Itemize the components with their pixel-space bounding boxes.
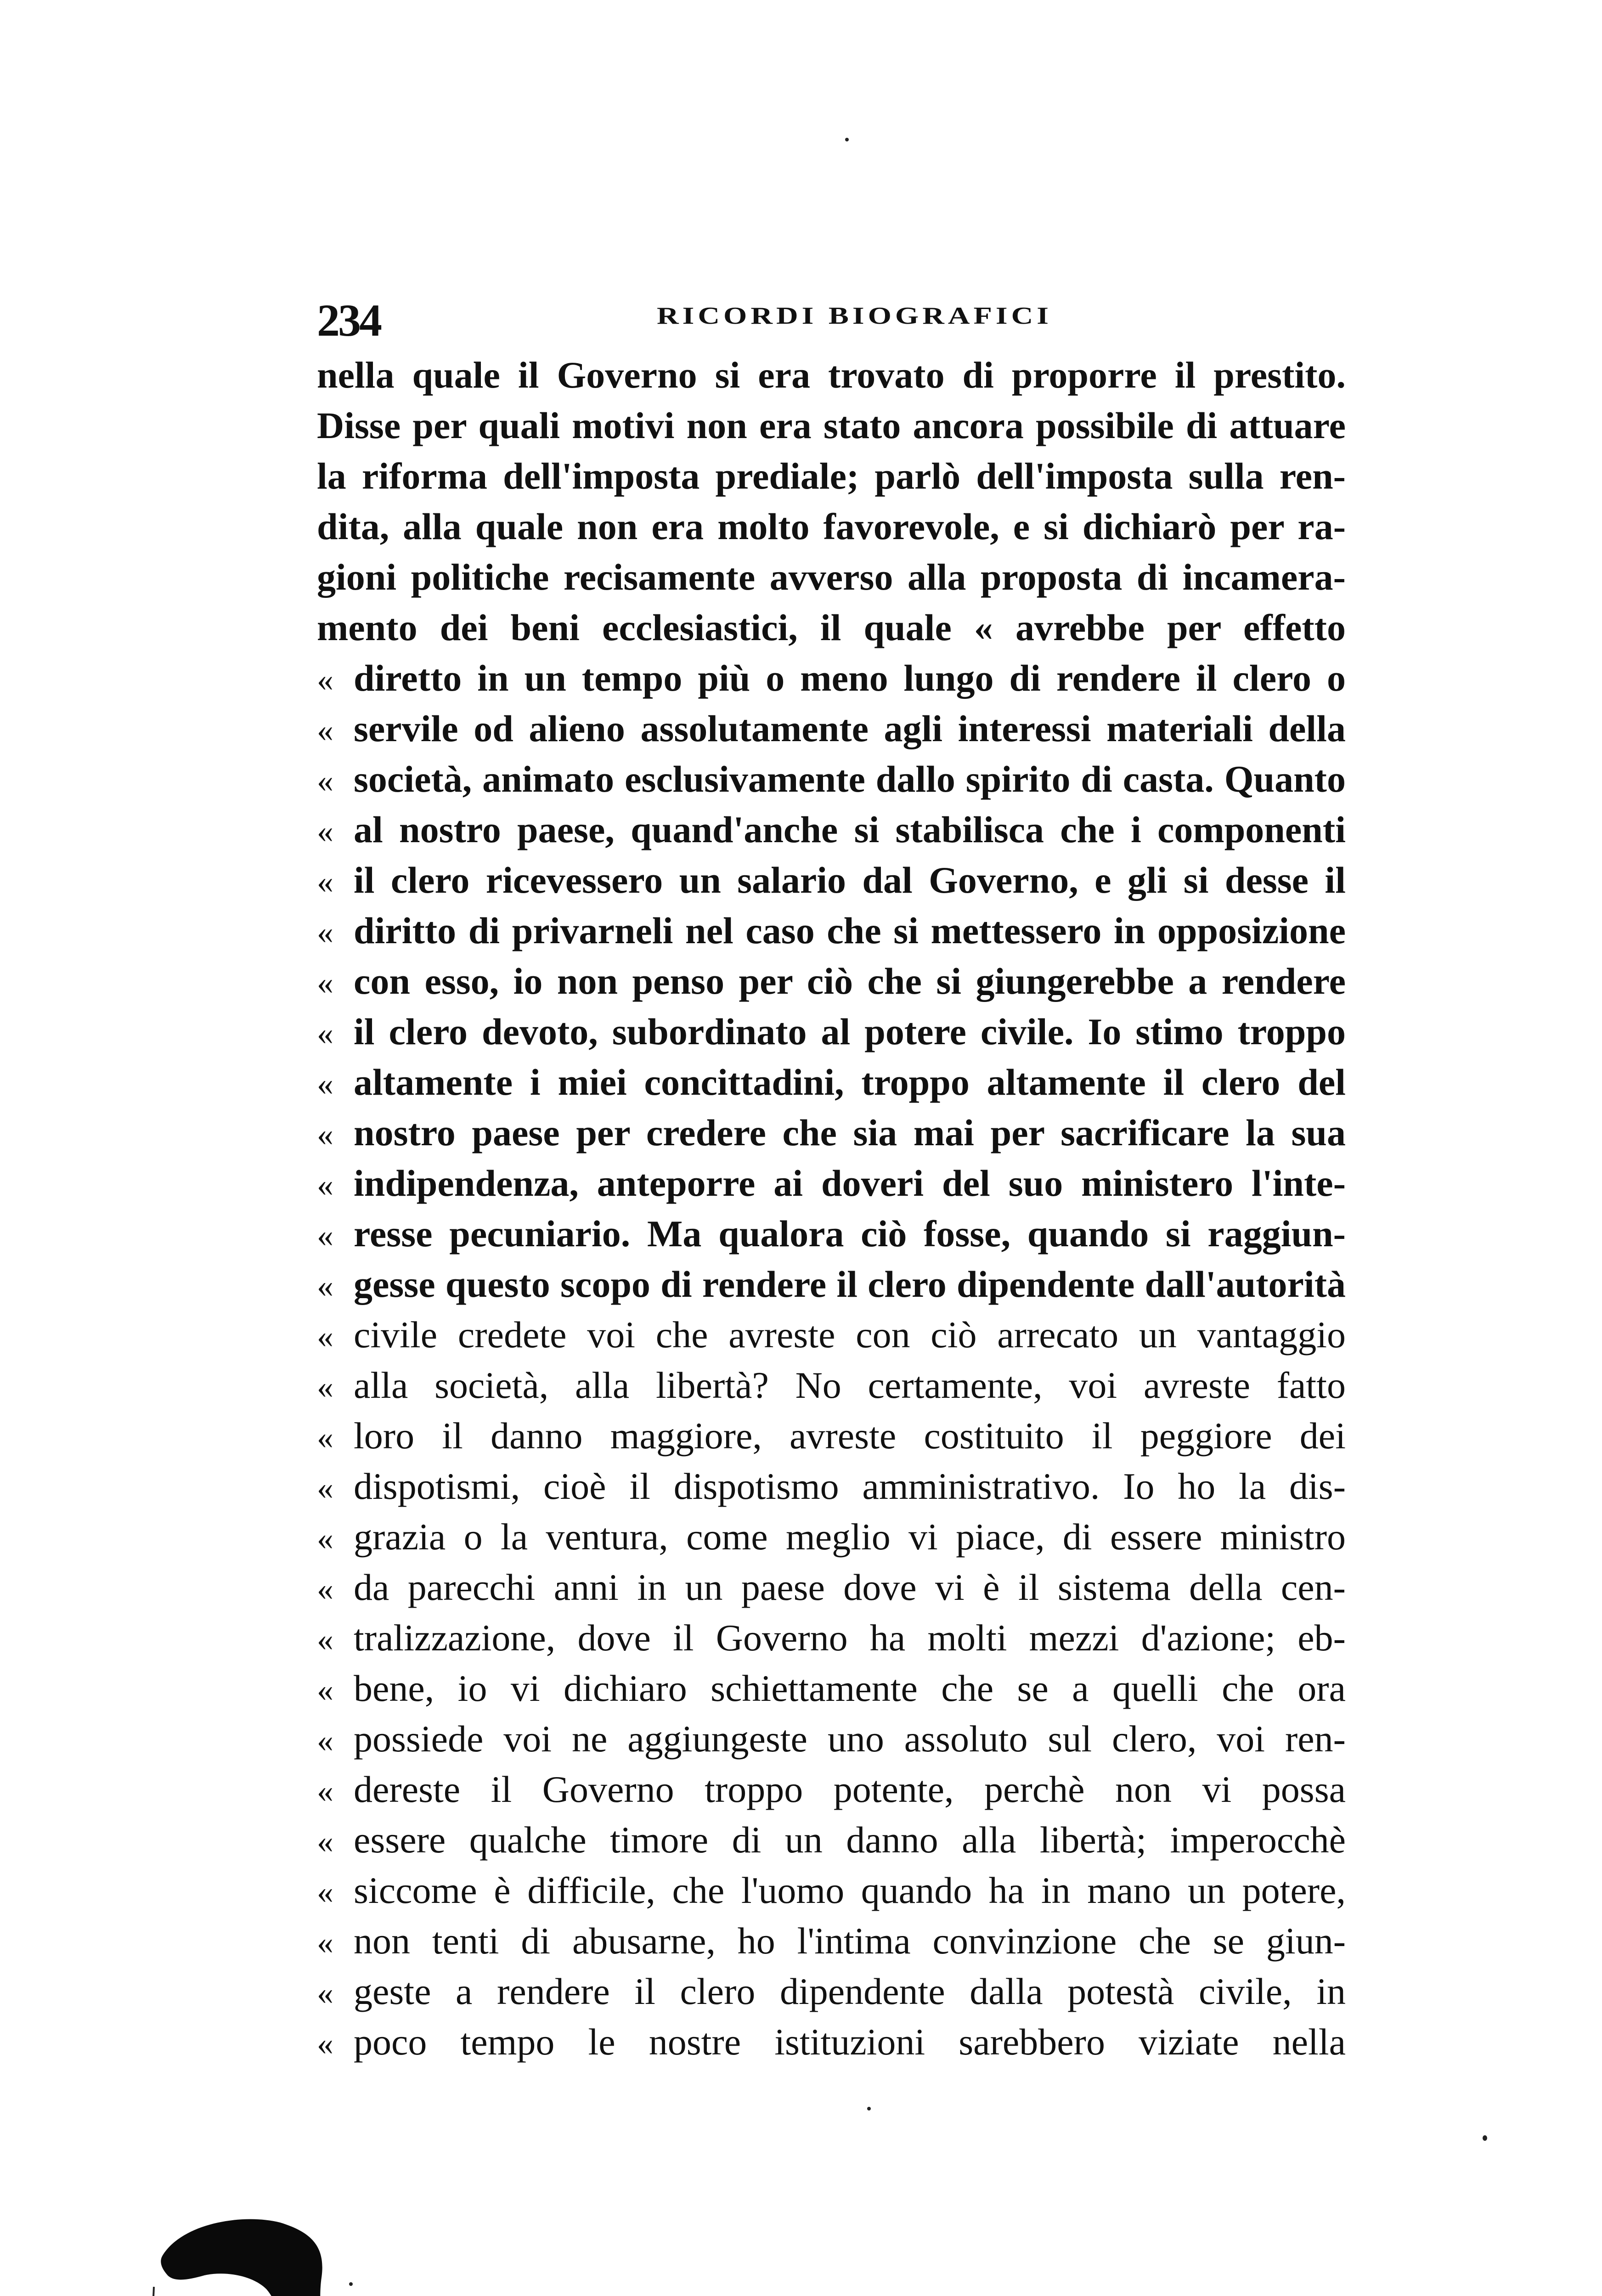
text-line <box>317 1663 1346 1714</box>
line-text: con esso, io non penso per ciò che si giungerebbe a rendere <box>354 960 1346 1002</box>
text-line <box>317 1057 1346 1108</box>
text-line <box>317 451 1346 501</box>
line-text: possiede voi ne aggiungeste uno assoluto sul clero, voi ren- <box>354 1718 1346 1760</box>
text-line <box>317 1310 1346 1360</box>
quote-mark: « <box>317 1570 333 1607</box>
line-text: geste a rendere il clero dipendente dalla potestà civile, in <box>354 1970 1346 2012</box>
quote-mark: « <box>317 1924 333 1961</box>
text-line <box>317 1714 1346 1764</box>
quote-mark: « <box>317 1874 333 1910</box>
text-line <box>317 602 1346 653</box>
line-text: da parecchi anni in un paese dove vi è il sistema della cen- <box>354 1566 1346 1608</box>
text-line <box>317 400 1346 451</box>
quote-mark: « <box>317 914 333 951</box>
line-text: dispotismi, cioè il dispotismo amministrativo. Io ho la dis- <box>354 1465 1346 1507</box>
line-text: nostro paese per credere che sia mai per sacrificare la sua <box>354 1112 1346 1154</box>
quote-mark: « <box>317 1166 333 1203</box>
quote-mark: « <box>317 1318 333 1355</box>
text-line <box>317 2017 1346 2067</box>
quote-mark: « <box>317 1116 333 1153</box>
quote-mark: « <box>317 1469 333 1506</box>
line-text: la riforma dell'imposta prediale; parlò dell'imposta sulla ren- <box>317 455 1346 497</box>
quote-mark: « <box>317 1419 333 1456</box>
line-text: servile od alieno assolutamente agli interessi materiali della <box>354 708 1346 749</box>
line-text: società, animato esclusivamente dallo spirito di casta. Quanto <box>354 758 1346 800</box>
text-line <box>317 1764 1346 1815</box>
line-text: Disse per quali motivi non era stato ancora possibile di attuare <box>317 405 1346 446</box>
text-line <box>317 754 1346 805</box>
line-text: diritto di privarneli nel caso che si mettessero in opposizione <box>354 910 1346 951</box>
text-line <box>317 1865 1346 1916</box>
line-text: loro il danno maggiore, avreste costituito il peggiore dei <box>354 1415 1346 1457</box>
text-line <box>317 1360 1346 1411</box>
text-line <box>317 1259 1346 1310</box>
body-text <box>317 350 1346 2067</box>
text-line <box>317 1613 1346 1663</box>
ink-speck <box>845 138 849 141</box>
line-text: il clero ricevessero un salario dal Governo, e gli si desse il <box>354 859 1346 901</box>
line-text: nella quale il Governo si era trovato di proporre il prestito. <box>317 354 1346 396</box>
text-line <box>317 805 1346 855</box>
ink-speck <box>867 2107 871 2110</box>
line-text: essere qualche timore di un danno alla libertà; imperocchè <box>354 1819 1346 1861</box>
line-text: dita, alla quale non era molto favorevole, e si dichiarò per ra- <box>317 506 1346 547</box>
line-text: diretto in un tempo più o meno lungo di rendere il clero o <box>354 657 1346 699</box>
text-line <box>317 350 1346 400</box>
quote-mark: « <box>317 1621 333 1658</box>
quote-mark: « <box>317 661 333 698</box>
line-text: poco tempo le nostre istituzioni sarebbero viziate nella <box>354 2021 1346 2063</box>
quote-mark: « <box>317 1065 333 1102</box>
text-line <box>317 1562 1346 1613</box>
line-text: altamente i miei concittadini, troppo altamente il clero del <box>354 1061 1346 1103</box>
page-header <box>317 294 1346 349</box>
text-line <box>317 653 1346 703</box>
line-text: civile credete voi che avreste con ciò arrecato un vantaggio <box>354 1314 1346 1356</box>
quote-mark: « <box>317 1267 333 1304</box>
quote-mark: « <box>317 1975 333 2011</box>
line-text: alla società, alla libertà? No certamente, voi avreste fatto <box>354 1364 1346 1406</box>
line-text: gioni politiche recisamente avverso alla proposta di incamera- <box>317 556 1346 598</box>
line-text: grazia o la ventura, come meglio vi piace, di essere ministro <box>354 1516 1346 1558</box>
quote-mark: « <box>317 1823 333 1860</box>
running-title: RICORDI BIOGRAFICI <box>657 302 1052 330</box>
ink-speck <box>1483 2135 1487 2141</box>
quote-mark: « <box>317 1773 333 1809</box>
text-line <box>317 703 1346 754</box>
text-line <box>317 1007 1346 1057</box>
quote-mark: « <box>317 863 333 900</box>
text-line <box>317 1411 1346 1461</box>
text-line <box>317 906 1346 956</box>
text-line <box>317 1815 1346 1865</box>
text-line <box>317 1916 1346 1966</box>
line-text: resse pecuniario. Ma qualora ciò fosse, quando si raggiun- <box>354 1213 1346 1255</box>
line-text: il clero devoto, subordinato al potere civile. Io stimo troppo <box>354 1011 1346 1052</box>
quote-mark: « <box>317 1015 333 1052</box>
text-line <box>317 552 1346 602</box>
line-text: al nostro paese, quand'anche si stabilisca che i componenti <box>354 809 1346 850</box>
ink-blot-mark <box>129 2195 340 2296</box>
text-line <box>317 1966 1346 2017</box>
text-line <box>317 1108 1346 1158</box>
text-line <box>317 1461 1346 1512</box>
line-text: tralizzazione, dove il Governo ha molti mezzi d'azione; eb- <box>354 1617 1346 1659</box>
line-text: mento dei beni ecclesiastici, il quale « avrebbe per effetto <box>317 607 1346 648</box>
quote-mark: « <box>317 762 333 799</box>
line-text: dereste il Governo troppo potente, perchè non vi possa <box>354 1768 1346 1810</box>
text-line <box>317 1512 1346 1562</box>
quote-mark: « <box>317 712 333 748</box>
line-text: indipendenza, anteporre ai doveri del suo ministero l'inte- <box>354 1162 1346 1204</box>
quote-mark: « <box>317 1520 333 1557</box>
quote-mark: « <box>317 1722 333 1759</box>
quote-mark: « <box>317 1671 333 1708</box>
text-line <box>317 956 1346 1007</box>
quote-mark: « <box>317 813 333 850</box>
quote-mark: « <box>317 964 333 1001</box>
line-text: non tenti di abusarne, ho l'intima convinzione che se giun- <box>354 1920 1346 1962</box>
line-text: gesse questo scopo di rendere il clero dipendente dall'autorità <box>354 1263 1346 1305</box>
line-text: bene, io vi dichiaro schiettamente che se a quelli che ora <box>354 1667 1346 1709</box>
quote-mark: « <box>317 1368 333 1405</box>
text-line <box>317 855 1346 906</box>
text-line <box>317 1158 1346 1209</box>
text-line <box>317 501 1346 552</box>
text-line <box>317 1209 1346 1259</box>
quote-mark: « <box>317 2025 333 2062</box>
line-text: siccome è difficile, che l'uomo quando ha in mano un potere, <box>354 1869 1346 1911</box>
page-number: 234 <box>317 295 380 346</box>
quote-mark: « <box>317 1217 333 1254</box>
ink-speck <box>349 2282 353 2286</box>
